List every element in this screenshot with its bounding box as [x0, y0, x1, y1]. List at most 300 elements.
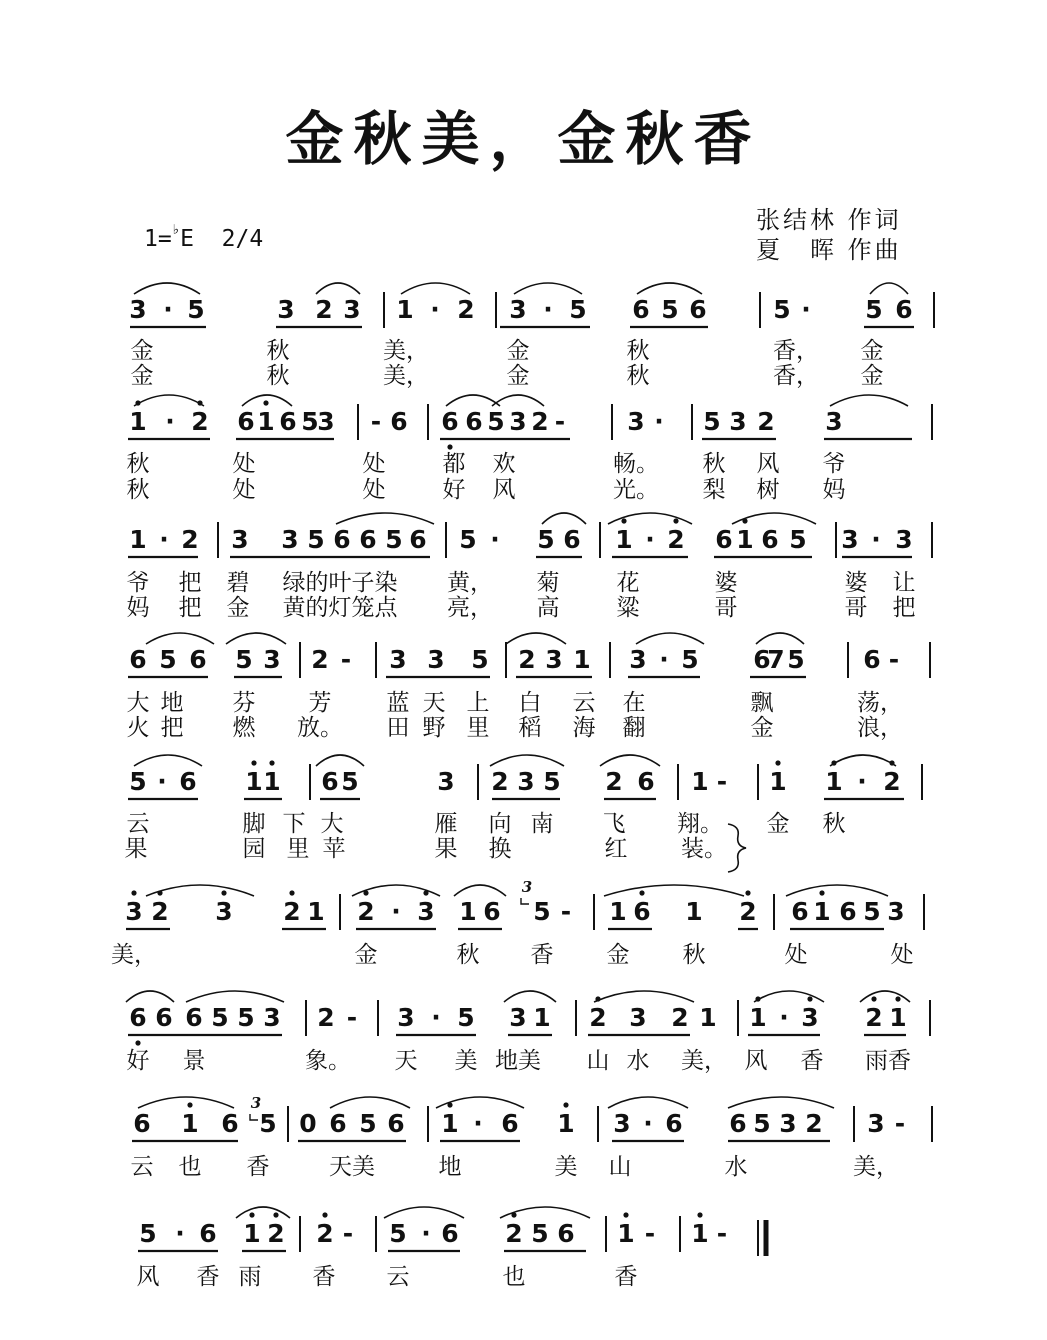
lyric-verse-1: 香	[312, 1264, 336, 1290]
augmentation-dot: ·	[643, 1109, 653, 1138]
slur-arc	[728, 1097, 834, 1108]
jianpu-note: 5	[457, 1003, 475, 1032]
dash-extension: -	[554, 407, 566, 436]
slur-arc	[604, 885, 744, 896]
lyric-verse-1: 山	[608, 1154, 632, 1180]
lyric-verse-2: 金	[226, 595, 250, 621]
jianpu-note: 1	[257, 407, 275, 436]
lyric-verse-1: 云	[130, 1154, 154, 1180]
jianpu-note: 6	[839, 897, 857, 926]
lyric-verse-1: 黄，	[447, 570, 493, 596]
octave-dot-high	[621, 518, 626, 523]
jianpu-note: 6	[179, 767, 197, 796]
lyric-verse-2: 装。	[681, 836, 727, 862]
lyric-verse-1: 天	[422, 690, 446, 716]
lyric-verse-1: 香	[530, 942, 554, 968]
lyric-verse-2: 秋	[126, 477, 150, 503]
lyric-verse-1: 大	[320, 811, 344, 837]
lyric-verse-2: 把	[160, 715, 184, 741]
jianpu-note: 3	[729, 407, 747, 436]
jianpu-note: 6	[557, 1219, 575, 1248]
octave-dot-high	[819, 890, 824, 895]
lyric-verse-2: 处	[362, 477, 386, 503]
jianpu-note: 2	[589, 1003, 607, 1032]
triplet-mark: 3	[250, 1094, 262, 1112]
augmentation-dot: ·	[391, 897, 401, 926]
lyric-verse-1: 地美	[495, 1048, 541, 1074]
lyric-verse-1: 绿的叶子染	[282, 570, 398, 596]
octave-dot-high	[187, 1102, 192, 1107]
jianpu-note: 6	[863, 645, 881, 674]
lyric-verse-2: 妈	[126, 595, 150, 621]
octave-dot-high	[322, 1212, 327, 1217]
lyric-verse-2: 哥	[714, 595, 738, 621]
key-meter: E 2/4	[180, 226, 264, 252]
lyric-verse-1: 美，	[111, 942, 157, 968]
lyric-verse-1: 美，	[383, 338, 429, 364]
jianpu-note: 5	[865, 295, 883, 324]
jianpu-note: 6	[465, 407, 483, 436]
jianpu-note: 5	[471, 645, 489, 674]
jianpu-note: 5	[237, 1003, 255, 1032]
lyric-verse-1: 大	[126, 690, 150, 716]
slur-arc	[514, 283, 582, 294]
lyric-verse-1: 也	[502, 1264, 526, 1290]
lyric-verse-1: 金	[860, 338, 884, 364]
octave-dot-high	[511, 1212, 516, 1217]
triplet-bracket	[521, 898, 529, 904]
dash-extension: -	[560, 897, 572, 926]
jianpu-note: 5	[159, 645, 177, 674]
lyric-verse-1: 菊	[536, 570, 560, 596]
slur-arc	[401, 283, 470, 294]
slur-arc	[330, 1097, 410, 1108]
slur-arc	[600, 755, 660, 766]
jianpu-note: 6	[791, 897, 809, 926]
jianpu-note: 5	[703, 407, 721, 436]
lyric-verse-2: 苹	[322, 836, 346, 862]
lyric-verse-1: 香	[196, 1264, 220, 1290]
jianpu-note: 5	[543, 767, 561, 796]
octave-dot-high	[249, 1212, 254, 1217]
jianpu-note: 6	[390, 407, 408, 436]
jianpu-note: 1	[699, 1003, 717, 1032]
lyric-verse-1: 让	[892, 570, 916, 596]
octave-dot-high	[135, 400, 140, 405]
lyric-verse-1: 白	[518, 690, 542, 716]
jianpu-note: 6	[632, 295, 650, 324]
jianpu-note: 6	[501, 1109, 519, 1138]
jianpu-note: 5	[487, 407, 505, 436]
jianpu-note: 3	[545, 645, 563, 674]
octave-dot-high	[889, 760, 894, 765]
slur-arc	[454, 885, 506, 896]
jianpu-note: 1	[813, 897, 831, 926]
jianpu-note: 2	[739, 897, 757, 926]
jianpu-note: 3	[509, 295, 527, 324]
lyric-verse-1: 地	[160, 690, 184, 716]
octave-dot-high	[639, 890, 644, 895]
slur-arc	[860, 991, 910, 1002]
lyric-verse-1: 婆	[714, 570, 738, 596]
lyric-verse-2: 浪，	[857, 715, 903, 741]
verse-brace	[728, 824, 746, 872]
lyric-verse-2: 秋	[266, 363, 290, 389]
lyric-verse-2: 香，	[773, 363, 819, 389]
jianpu-note: 5	[235, 645, 253, 674]
jianpu-note: 6	[333, 525, 351, 554]
jianpu-note: 2	[283, 897, 301, 926]
jianpu-note: 3	[277, 295, 295, 324]
lyric-verse-1: 翔。	[677, 811, 723, 837]
lyric-verse-1: 金	[766, 811, 790, 837]
lyric-verse-1: 风	[756, 451, 780, 477]
lyric-verse-1: 香	[614, 1264, 638, 1290]
lyric-verse-1: 爷	[126, 570, 150, 596]
lyric-verse-1: 雁	[434, 811, 458, 837]
augmentation-dot: ·	[431, 1003, 441, 1032]
jianpu-note: 3	[343, 295, 361, 324]
lyric-verse-1: 云	[126, 811, 150, 837]
lyric-verse-1: 水	[724, 1154, 748, 1180]
jianpu-note: 5	[359, 1109, 377, 1138]
augmentation-dot: ·	[175, 1219, 185, 1248]
octave-dot-high	[263, 400, 268, 405]
octave-dot-high	[251, 760, 256, 765]
jianpu-note: 1	[396, 295, 414, 324]
lyric-verse-2: 把	[892, 595, 916, 621]
octave-dot-high	[447, 1102, 452, 1107]
lyric-verse-1: 香	[800, 1048, 824, 1074]
lyricist-credit: 张结林 作词	[756, 206, 902, 234]
lyric-verse-1: 风	[136, 1264, 160, 1290]
jianpu-note: 6	[237, 407, 255, 436]
augmentation-dot: ·	[654, 407, 664, 436]
jianpu-note: 1	[749, 1003, 767, 1032]
jianpu-note: 5	[187, 295, 205, 324]
dash-extension: -	[370, 407, 382, 436]
jianpu-note: 1	[459, 897, 477, 926]
jianpu-note: 5	[341, 767, 359, 796]
jianpu-note: 3	[263, 645, 281, 674]
lyric-verse-2: 野	[422, 715, 446, 741]
octave-dot-high	[423, 890, 428, 895]
lyric-verse-1: 山	[586, 1048, 610, 1074]
octave-dot-high	[197, 400, 202, 405]
jianpu-note: 6	[441, 1219, 459, 1248]
jianpu-note: 3	[417, 897, 435, 926]
jianpu-note: 5	[681, 645, 699, 674]
lyric-verse-1: 芳	[308, 690, 332, 716]
triplet-mark: 3	[521, 878, 533, 896]
jianpu-note: 2	[505, 1219, 523, 1248]
lyric-verse-1: 美，	[853, 1154, 899, 1180]
slur-arc	[830, 755, 896, 766]
jianpu-note: 3	[613, 1109, 631, 1138]
jianpu-note: 3	[437, 767, 455, 796]
augmentation-dot: ·	[430, 295, 440, 324]
jianpu-note: 3	[129, 295, 147, 324]
lyric-verse-1: 飘	[750, 690, 774, 716]
octave-dot-high	[775, 760, 780, 765]
jianpu-note: 1	[825, 767, 843, 796]
lyric-verse-1: 云	[572, 690, 596, 716]
lyric-verse-2: 秋	[626, 363, 650, 389]
lyric-verse-2: 粱	[616, 595, 640, 621]
lyric-verse-1: 景	[182, 1048, 206, 1074]
slur-arc	[336, 513, 434, 524]
lyric-verse-1: 天美	[329, 1154, 375, 1180]
jianpu-note: 6	[689, 295, 707, 324]
jianpu-note: 3	[801, 1003, 819, 1032]
slur-arc	[870, 283, 908, 294]
lyric-verse-1: 金	[130, 338, 154, 364]
jianpu-note: 6	[441, 407, 459, 436]
lyric-verse-2: 果	[434, 836, 458, 862]
lyric-verse-2: 火	[126, 715, 150, 741]
lyric-verse-2: 金	[130, 363, 154, 389]
jianpu-note: 1	[245, 767, 263, 796]
jianpu-note: 2	[605, 767, 623, 796]
lyric-verse-1: 处	[784, 942, 808, 968]
lyric-verse-2: 海	[572, 715, 596, 741]
lyric-verse-2: 放。	[297, 715, 343, 741]
lyric-verse-1: 金	[606, 942, 630, 968]
jianpu-note: 2	[267, 1219, 285, 1248]
jianpu-note: 1	[609, 897, 627, 926]
lyric-verse-1: 处	[232, 451, 256, 477]
flat-sign: ♭	[171, 222, 181, 238]
jianpu-note: 1	[181, 1109, 199, 1138]
lyric-verse-2: 高	[536, 595, 560, 621]
lyric-verse-1: 向	[488, 811, 512, 837]
jianpu-note: 3	[389, 645, 407, 674]
jianpu-note: 5	[259, 1109, 277, 1138]
octave-dot-high	[697, 1212, 702, 1217]
key-label: 1=	[144, 226, 172, 252]
lyric-verse-2: 美，	[383, 363, 429, 389]
octave-dot-low	[135, 1040, 140, 1045]
slur-arc	[756, 633, 804, 644]
jianpu-note: 3	[427, 645, 445, 674]
octave-dot-high	[269, 760, 274, 765]
octave-dot-high	[273, 1212, 278, 1217]
jianpu-note: 3	[895, 525, 913, 554]
lyric-verse-1: 美	[554, 1154, 578, 1180]
jianpu-note: 7	[767, 645, 785, 674]
octave-dot-low	[447, 444, 452, 449]
lyric-verse-1: 天	[394, 1048, 418, 1074]
jianpu-note: 5	[537, 525, 555, 554]
jianpu-note: 3	[397, 1003, 415, 1032]
slur-arc	[134, 395, 204, 406]
octave-dot-high	[745, 890, 750, 895]
jianpu-note: 3	[779, 1109, 797, 1138]
jianpu-note: 5	[139, 1219, 157, 1248]
lyric-verse-2: 好	[442, 477, 466, 503]
lyric-verse-2: 树	[756, 477, 780, 503]
jianpu-note: 6	[189, 645, 207, 674]
lyric-verse-1: 香	[246, 1154, 270, 1180]
lyric-verse-2: 处	[232, 477, 256, 503]
lyric-verse-1: 云	[386, 1264, 410, 1290]
jianpu-note: 1	[573, 645, 591, 674]
jianpu-note: 6	[563, 525, 581, 554]
octave-dot-high	[895, 996, 900, 1001]
jianpu-note: 1	[691, 767, 709, 796]
lyric-verse-1: 金	[506, 338, 530, 364]
octave-dot-high	[623, 1212, 628, 1217]
jianpu-note: 5	[301, 407, 319, 436]
jianpu-note: 3	[509, 1003, 527, 1032]
dash-extension: -	[716, 1219, 728, 1248]
jianpu-note: 1	[769, 767, 787, 796]
lyric-verse-1: 美	[454, 1048, 478, 1074]
slur-arc	[636, 633, 704, 644]
octave-dot-high	[595, 996, 600, 1001]
jianpu-note: 5	[385, 525, 403, 554]
augmentation-dot: ·	[159, 525, 169, 554]
augmentation-dot: ·	[659, 645, 669, 674]
jianpu-note: 5	[661, 295, 679, 324]
jianpu-note: 1	[889, 1003, 907, 1032]
dash-extension: -	[340, 645, 352, 674]
jianpu-note: 3	[627, 407, 645, 436]
augmentation-dot: ·	[871, 525, 881, 554]
jianpu-note: 6	[129, 645, 147, 674]
lyric-verse-1: 荡，	[857, 690, 903, 716]
augmentation-dot: ·	[543, 295, 553, 324]
octave-dot-high	[363, 890, 368, 895]
lyric-verse-2: 稻	[518, 715, 542, 741]
lyric-verse-1: 秋	[682, 942, 706, 968]
jianpu-note: 6	[753, 645, 771, 674]
lyric-verse-1: 好	[126, 1048, 150, 1074]
jianpu-note: 2	[491, 767, 509, 796]
octave-dot-high	[673, 518, 678, 523]
jianpu-note: 3	[215, 897, 233, 926]
dash-extension: -	[894, 1109, 906, 1138]
lyric-verse-1: 畅。	[613, 451, 659, 477]
slur-arc	[608, 1097, 688, 1108]
lyric-verse-1: 蓝	[386, 690, 410, 716]
jianpu-note: 2	[865, 1003, 883, 1032]
slur-arc	[186, 991, 284, 1002]
jianpu-note: 3	[231, 525, 249, 554]
lyric-verse-1: 脚	[242, 811, 266, 837]
lyric-verse-2: 园	[242, 836, 266, 862]
jianpu-note: 5	[789, 525, 807, 554]
jianpu-note: 2	[315, 295, 333, 324]
octave-dot-high	[831, 760, 836, 765]
lyric-verse-2: 换	[488, 836, 512, 862]
octave-dot-high	[563, 1102, 568, 1107]
slur-arc	[146, 633, 214, 644]
lyric-verse-1: 也	[178, 1154, 202, 1180]
jianpu-note: 3	[629, 645, 647, 674]
octave-dot-high	[755, 996, 760, 1001]
jianpu-note: 1	[441, 1109, 459, 1138]
jianpu-note: 3	[317, 407, 335, 436]
jianpu-note: 2	[457, 295, 475, 324]
jianpu-note: 6	[637, 767, 655, 796]
jianpu-note: 2	[316, 1219, 334, 1248]
jianpu-note: 6	[359, 525, 377, 554]
lyric-verse-1: 秋	[702, 451, 726, 477]
jianpu-note: 2	[518, 645, 536, 674]
jianpu-note: 6	[129, 1003, 147, 1032]
octave-dot-high	[807, 996, 812, 1001]
jianpu-note: 6	[665, 1109, 683, 1138]
lyric-verse-1: 欢	[492, 451, 516, 477]
jianpu-note: 5	[863, 897, 881, 926]
jianpu-note: 5	[753, 1109, 771, 1138]
jianpu-note: 0	[299, 1109, 317, 1138]
lyric-verse-2: 果	[124, 836, 148, 862]
jianpu-note: 1	[243, 1219, 261, 1248]
jianpu-note: 1	[129, 525, 147, 554]
jianpu-note: 2	[311, 645, 329, 674]
jianpu-note: 5	[787, 645, 805, 674]
jianpu-note: 2	[805, 1109, 823, 1138]
lyric-verse-2: 里	[466, 715, 490, 741]
lyric-verse-1: 象。	[305, 1048, 351, 1074]
slur-arc	[506, 633, 566, 644]
jianpu-note: 2	[757, 407, 775, 436]
jianpu-note: 5	[773, 295, 791, 324]
lyric-verse-1: 水	[626, 1048, 650, 1074]
octave-dot-high	[131, 890, 136, 895]
dash-extension: -	[644, 1219, 656, 1248]
jianpu-note: 3	[281, 525, 299, 554]
lyric-verse-2: 风	[492, 477, 516, 503]
augmentation-dot: ·	[779, 1003, 789, 1032]
jianpu-note: 6	[155, 1003, 173, 1032]
lyric-verse-1: 飞	[602, 811, 626, 837]
jianpu-note: 5	[307, 525, 325, 554]
jianpu-note: 3	[841, 525, 859, 554]
lyric-verse-1: 在	[622, 690, 646, 716]
jianpu-note: 1	[615, 525, 633, 554]
augmentation-dot: ·	[490, 525, 500, 554]
jianpu-note: 2	[531, 407, 549, 436]
lyric-verse-1: 下	[282, 811, 306, 837]
jianpu-note: 6	[329, 1109, 347, 1138]
slur-arc	[504, 991, 556, 1002]
lyric-verse-1: 婆	[844, 570, 868, 596]
jianpu-note: 6	[133, 1109, 151, 1138]
lyric-verse-2: 金	[506, 363, 530, 389]
jianpu-note: 6	[715, 525, 733, 554]
jianpu-note: 5	[569, 295, 587, 324]
jianpu-note: 5	[531, 1219, 549, 1248]
lyric-verse-1: 秋	[456, 942, 480, 968]
lyric-verse-2: 燃	[232, 715, 256, 741]
triplet-bracket	[250, 1114, 258, 1120]
dash-extension: -	[346, 1003, 358, 1032]
jianpu-note: 3	[867, 1109, 885, 1138]
slur-arc	[138, 1097, 234, 1108]
jianpu-note: 1	[129, 407, 147, 436]
jianpu-note: 1	[533, 1003, 551, 1032]
lyric-verse-2: 妈	[822, 477, 846, 503]
jianpu-note: 6	[221, 1109, 239, 1138]
jianpu-note: 1	[557, 1109, 575, 1138]
jianpu-note: 5	[129, 767, 147, 796]
slur-arc	[594, 991, 694, 1002]
lyric-verse-1: 处	[362, 451, 386, 477]
jianpu-note: 5	[533, 897, 551, 926]
